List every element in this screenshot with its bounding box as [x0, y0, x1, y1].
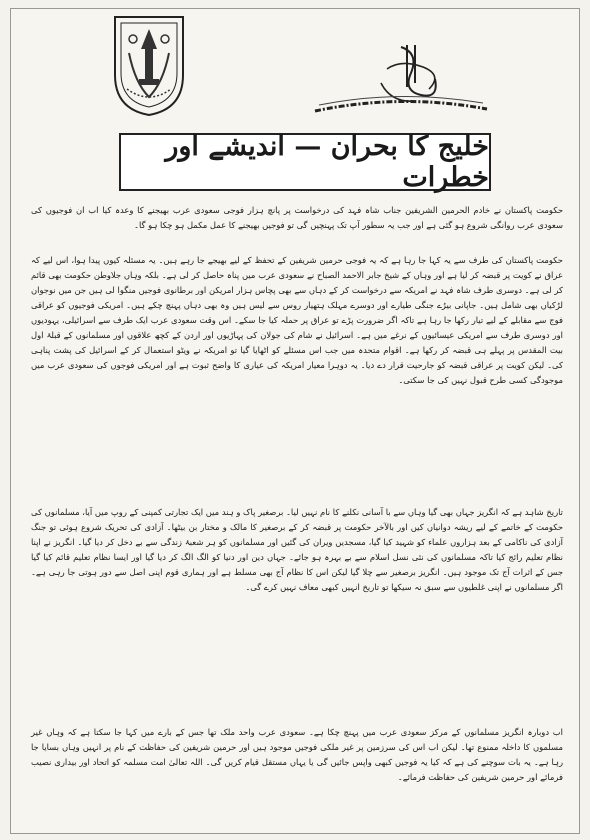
- paragraph-text: تاریخ شاہد ہے کہ انگریز جہاں بھی گیا وہاں سے با آسانی نکلنے کا نام نہیں لیا۔ برصغیر پاک و ہند میں ایک تجارتی کمپنی کے روپ میں آیا، مسلمانوں کی حکومت کے خاتمے کے لیے ریشہ دوانیاں کیں اور بالآخر حکومت پر قبضہ کر کے برصغیر کا مالک و مختار بن بیٹھا۔ آزادی کی تحریک شروع ہوئی تو جنگ آزادی کی ناکامی کے بعد ہزاروں علماء کو شہید کیا گیا، مسجدیں ویران کی گئیں اور مسلمانوں کو ہر شعبۂ زندگی سے بے دخل کر دیا گیا۔ انگریز نے اپنا نظام تعلیم رائج کیا تاکہ مسلمانوں کی نئی نسل اسلام سے بے بہرہ ہو جائے۔ جہاں دین اور دنیا کو الگ الگ کر دیا گیا اور ایسا نظام تعلیم قائم کیا گیا جس کے اثرات آج تک موجود ہیں۔ انگریز برصغیر سے چلا گیا لیکن اس کا نظام آج بھی مسلط ہے اور ہماری قوم اپنی اصل سے دور ہوتی جا رہی ہے۔ اگر مسلمانوں نے اپنی غلطیوں سے سبق نہ سیکھا تو تاریخ انہیں کبھی معاف نہیں کرے گی۔: [31, 507, 563, 592]
- paragraph-conclusion: [31, 725, 563, 785]
- document-page: [10, 8, 580, 834]
- paragraph-text: حکومت پاکستان نے خادم الحرمین الشریفین جناب شاہ فہد کی درخواست پر پانچ ہزار فوجی سعودی عرب بھیجنے کا وعدہ کیا اب ان فوجیوں کی سعودی عرب روانگی شروع ہو گئی ہے اور جب یہ سطور آپ تک پہنچیں گی تو فوجیں بھیجنے کا عمل مکمل ہو چکا ہو گا۔: [31, 205, 563, 230]
- calligraphy-logo-icon: [311, 43, 491, 115]
- paragraph-history: [31, 505, 563, 595]
- paragraph-situation: [31, 253, 563, 388]
- paragraph-intro: [31, 203, 563, 233]
- paragraph-text: اب دوبارہ انگریز مسلمانوں کے مرکز سعودی عرب میں پہنچ چکا ہے۔ سعودی عرب واحد ملک تھا جس کے بارے میں کہا جا سکتا ہے کہ وہاں غیر مسلموں کا داخلہ ممنوع تھا۔ لیکن اب اس کی سرزمین پر غیر ملکی فوجیں موجود ہیں اور حرمین شریفین کی حفاظت کے نام پر انہیں وہاں بسایا جا رہا ہے۔ یہ بات سوچنے کی ہے کہ کیا یہ فوجیں کبھی واپس جائیں گی یا یہاں مستقل قیام کریں گی۔ اللہ تعالیٰ امت مسلمہ کو اتحاد اور بیداری نصیب فرمائے اور حرمین شریفین کی حفاظت فرمائے۔: [31, 727, 563, 782]
- paragraph-text: حکومت پاکستان کی طرف سے یہ کہا جا رہا ہے کہ یہ فوجی حرمین شریفین کے تحفظ کے لیے بھیجے جا رہے ہیں۔ یہ مسئلہ کیوں پیدا ہوا، اس لیے کہ عراق نے کویت پر قبضہ کر لیا ہے اور وہاں کے شیخ جابر الاحمد الصباح نے سعودی عرب میں پناہ حاصل کر لی ہے۔ بلکہ وہاں جلاوطن حکومت بھی قائم کر لی ہے۔ دوسری طرف شاہ فہد نے امریکہ سے درخواست کر کے دہاں سے بھی پچاس ہزار امریکن اور برطانوی فوجیں منگوا لی ہیں جن میں نوجوان لڑکیاں بھی شامل ہیں۔ جاپانی بیڑے جنگی طیارے اور دوسرے مہلک ہتھیار روس سے لیس ہیں وہ بھی دہاں پہنچ چکے ہیں۔ امریکی فوجیوں کو عراقی فوج سے مقابلے کے لیے تیار رکھا جا رہا ہے تاکہ اگر ضرورت پڑے تو عراق پر حملہ کیا جا سکے۔ اس وقت سعودی عرب ایک طرف سے اسرائیلی، یہودیوں اور دوسری طرف سے امریکی عیسائیوں کے نرغے میں ہے۔ اسرائیل نے شام کی جولان کی پہاڑیوں اور اردن کے کچھ علاقوں اور مسلمانوں کے قبلۂ اول بیت المقدس پر پہلے ہی قبضہ کر رکھا ہے۔ اقوام متحدہ میں جب اس مسئلے کو اٹھایا گیا تو امریکہ نے ویٹو استعمال کر کے اسرائیل کی پشت پناہی کی۔ لیکن کویت پر عراقی قبضہ کو جارحیت قرار دے دیا۔ یہ دوہرا معیار امریکہ کی عیاری کا واضح ثبوت ہے اور امریکی فوجوں کی سعودی عرب میں موجودگی کسی طرح قبول نہیں کی جا سکتی۔: [31, 255, 563, 385]
- page-title: خلیج کا بحران — اندیشے اور خطرات: [119, 133, 491, 191]
- seal-emblem-icon: [111, 13, 187, 117]
